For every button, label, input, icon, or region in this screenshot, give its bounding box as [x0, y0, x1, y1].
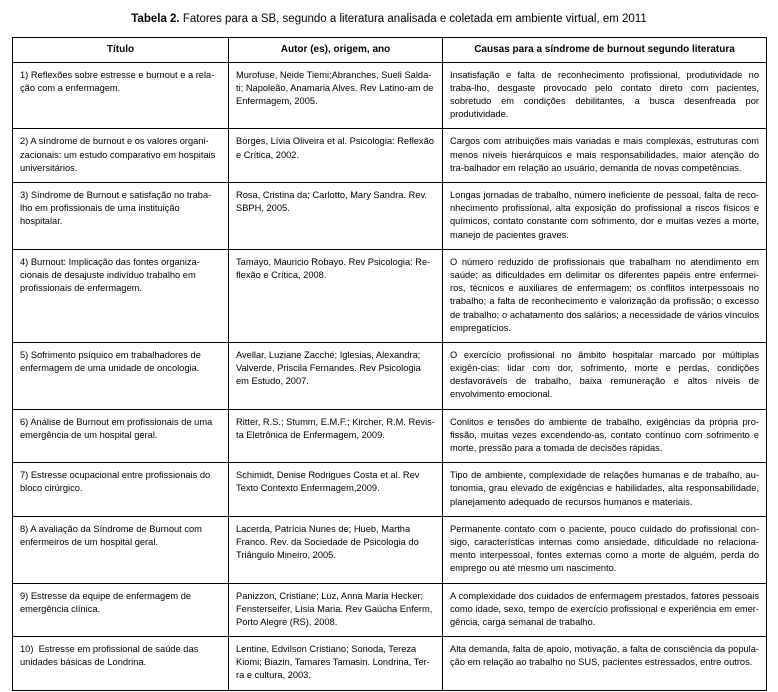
cell-author: Panizzon, Cristiane; Luz, Anna Maria Hecker; Fensterseifer, Lísia Maria. Rev Gaúcha Enferm, Porto Alegre (RS), 2008. [229, 583, 443, 637]
cell-author: Ritter, R.S.; Stumm, E.M.F.; Kircher, R.M. Revis-ta Eletrônica de Enfermagem, 2009. [229, 409, 443, 463]
cell-author: Lentine, Edvilson Cristiano; Sonoda, Tereza Kiomi; Biazin, Tamares Tamasin. Londrina, Ter-ra e cultura, 2003. [229, 637, 443, 691]
table-row [13, 409, 767, 463]
cell-title: 7) Estresse ocupacional entre profissionais do bloco cirúrgico. [13, 463, 229, 517]
table-row [13, 129, 767, 183]
table-row [13, 583, 767, 637]
cell-title: 2) A síndrome de burnout e os valores organi-zacionais: um estudo comparativo em hospitais universitários. [13, 129, 229, 183]
column-header-author: Autor (es), origem, ano [229, 37, 443, 62]
cell-cause: Longas jornadas de trabalho, número ineficiente de pessoal, falta de reco-nhecimento profissional, alta exposição do profissional a riscos físicos e químicos, contato constante com sofrimento, dor e muitas vezes a morte, manejo de pacientes graves. [443, 183, 767, 250]
cell-author: Schimidt, Denise Rodrigues Costa et al. Rev Texto Contexto Enfermagem,2009. [229, 463, 443, 517]
caption-label: Tabela 2. [131, 13, 180, 25]
cell-cause: A complexidade dos cuidados de enfermagem prestados, fatores pessoais como idade, sexo, tempo de exercício profissional e experiência em emer-gência, carga semanal de trabalho. [443, 583, 767, 637]
caption-text: Fatores para a SB, segundo a literatura analisada e coletada em ambiente virtual, em 2011 [179, 13, 647, 25]
cell-cause: Permanente contato com o paciente, pouco cuidado do profissional con-sigo, características internas como ansiedade, dificuldade no relaciona-mento interpessoal, fontes externas como a morte de alguém, perda do emprego ou até mesmo um nascimento. [443, 516, 767, 583]
cell-cause: O número reduzido de profissionais que trabalham no atendimento em saúde; as dificuldades em delimitar os diferentes papéis entre enfermei-ros, técnicos e auxiliares de enfermagem; os conflitos interpessoais no trabalho; a falta de reconhecimento e valorização da profissão; o excesso de trabalho; o achatamento dos salários; a necessidade de vários vínculos empregatícios. [443, 249, 767, 342]
table-row [13, 463, 767, 517]
cell-title: 9) Estresse da equipe de enfermagem de emergência clínica. [13, 583, 229, 637]
cell-author: Avellar, Luziane Zacché; Iglesias, Alexandra; Valverde, Priscila Fernandes. Rev Psicologia em Estudo, 2007. [229, 342, 443, 409]
cell-author: Rosa, Cristina da; Carlotto, Mary Sandra. Rev. SBPH, 2005. [229, 183, 443, 250]
table-row [13, 62, 767, 129]
table-row [13, 342, 767, 409]
cell-cause: Tipo de ambiente, complexidade de relações humanas e de trabalho, au-tonomia, grau elevado de exigências e habilidades, alta responsabilidade, planejamento adequado de recursos humanos e materiais. [443, 463, 767, 517]
cell-title: 10) Estresse em profissional de saúde das unidades básicas de Londrina. [13, 637, 229, 691]
cell-title: 6) Análise de Burnout em profissionais de uma emergência de um hospital geral. [13, 409, 229, 463]
table-header-row [13, 37, 767, 62]
table-caption [12, 12, 766, 28]
table-row [13, 637, 767, 691]
cell-author: Lacerda, Patrícia Nunes de; Hueb, Martha Franco. Rev. da Sociedade de Psicologia do Triângulo Mineiro, 2005. [229, 516, 443, 583]
cell-title: 4) Burnout: Implicação das fontes organiza-cionais de desajuste indivíduo trabalho em profissionais de enfermagem. [13, 249, 229, 342]
cell-title: 8) A avaliação da Síndrome de Burnout com enfermeiros de um hospital geral. [13, 516, 229, 583]
column-header-title: Título [13, 37, 229, 62]
cell-cause: O exercício profissional no âmbito hospitalar marcado por múltiplas exigên-cias: lidar com dor, sofrimento, morte e perdas, condições desfavoráveis de trabalho, baixa remuneração e altos níveis de envolvimento emocional. [443, 342, 767, 409]
cell-cause: Cargos com atribuições mais variadas e mais complexas, estruturas com menos níveis hierárquicos e mais responsabilidades, maior atenção do tra-balhador em relação ao usuário, demanda de novas competências. [443, 129, 767, 183]
table-row [13, 249, 767, 342]
cell-cause: Conlitos e tensões do ambiente de trabalho, exigências da própria pro-fissão, muitas vezes excendendo-as, contato contínuo com sofrimento e morte, pressão para a tomada de decisões rápidas. [443, 409, 767, 463]
column-header-causes: Causas para a síndrome de burnout segundo literatura [443, 37, 767, 62]
factors-table [12, 37, 767, 691]
cell-cause: Alta demanda, falta de apoio, motivação, a falta de consciência da popula-ção em relação ao trabalho no SUS, pacientes estressados, entre outros. [443, 637, 767, 691]
cell-title: 3) Síndrome de Burnout e satisfação no traba-lho em profissionais de uma instituição hospitalar. [13, 183, 229, 250]
cell-title: 5) Sofrimento psíquico em trabalhadores de enfermagem de uma unidade de oncologia. [13, 342, 229, 409]
table-row [13, 516, 767, 583]
cell-author: Borges, Lívia Oliveira et al. Psicologia: Reflexão e Crítica, 2002. [229, 129, 443, 183]
cell-title: 1) Reflexões sobre estresse e burnout e a rela-ção com a enfermagem. [13, 62, 229, 129]
cell-author: Tamayo, Mauricio Robayo. Rev Psicologia: Re-flexão e Crítica, 2008. [229, 249, 443, 342]
cell-author: Murofuse, Neide Tiemi;Abranches, Sueli Salda-ti; Napoleão, Anamaria Alves. Rev Latino-am de Enfermagem, 2005. [229, 62, 443, 129]
cell-cause: Insatisfação e falta de reconhecimento profissional, produtividade no traba-lho, desgaste provocado pelo contato direto com pacientes, sobretudo em condições debilitantes, a busca desenfreada por produtividade. [443, 62, 767, 129]
table-row [13, 183, 767, 250]
